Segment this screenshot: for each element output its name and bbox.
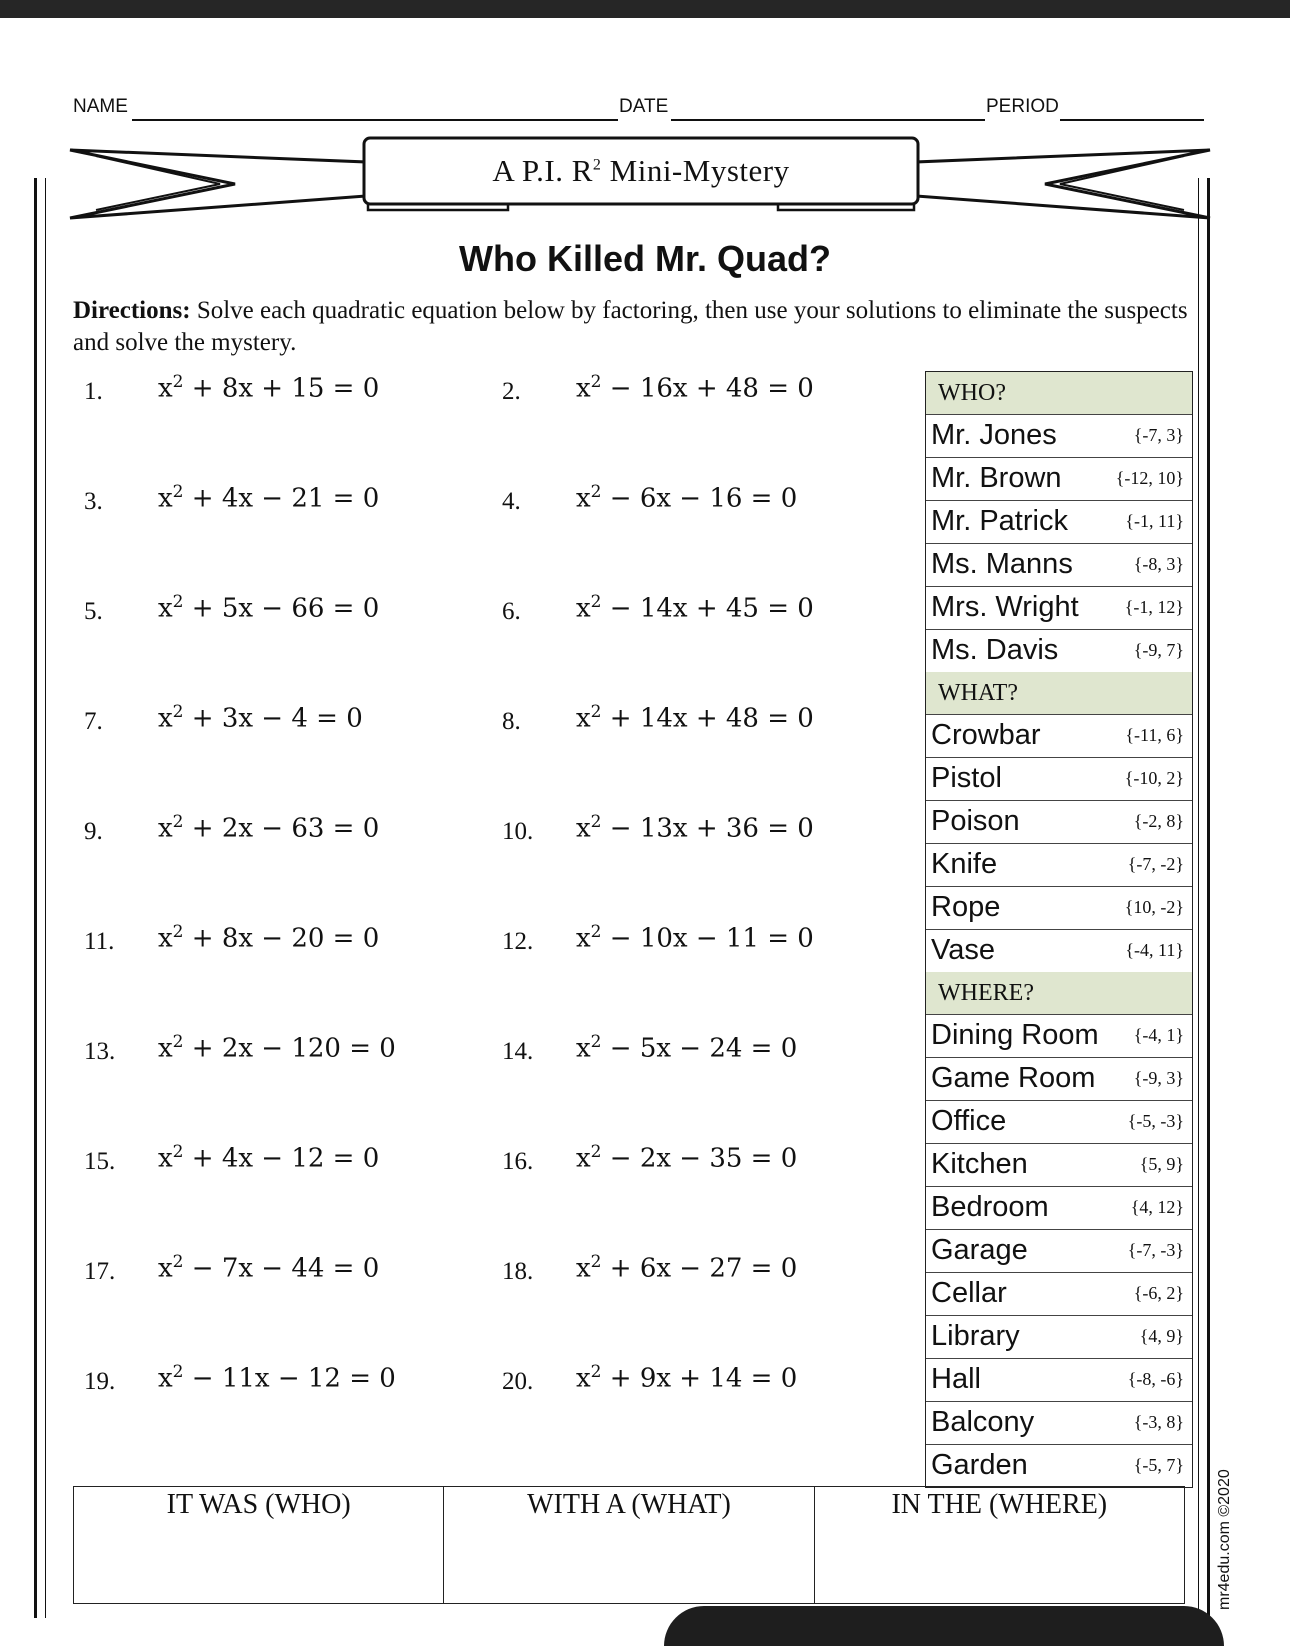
problem-number: 13.: [84, 1038, 116, 1065]
where-header: WHERE?: [926, 972, 1192, 1015]
problem-number: 17.: [84, 1258, 116, 1285]
what-solution-set: {10, -2}: [1124, 897, 1184, 917]
problem-number: 19.: [84, 1368, 116, 1395]
who-solution-set: {-12, 10}: [1115, 468, 1184, 488]
where-solution-set: {-9, 3}: [1133, 1068, 1184, 1088]
problem-equation: $x^2 - 13x + 36 = 0$: [576, 812, 814, 844]
banner-title: A P.I. $R^2$ Mini-Mystery: [492, 153, 790, 188]
frame-right-border: [1198, 178, 1210, 1618]
what-row: [926, 887, 1192, 930]
problem-equation: $x^2 + 4x - 12 = 0$: [158, 1142, 380, 1174]
problem-equation: $x^2 + 5x - 66 = 0$: [158, 592, 380, 624]
where-row: [926, 1015, 1192, 1058]
where-row: [926, 1359, 1192, 1402]
who-row: [926, 630, 1192, 672]
what-row: [926, 758, 1192, 801]
who-name: Ms. Manns: [931, 548, 1073, 580]
problem-number: 9.: [84, 818, 103, 845]
name-label: NAME: [73, 96, 128, 117]
where-row: [926, 1273, 1192, 1316]
what-name: Poison: [931, 805, 1020, 837]
where-row: [926, 1402, 1192, 1445]
problem-equation: $x^2 + 8x - 20 = 0$: [158, 922, 380, 954]
problem-equation: $x^2 - 10x - 11 = 0$: [576, 922, 814, 954]
what-row: [926, 930, 1192, 972]
frame-left-border: [34, 178, 46, 1618]
problem-number: 12.: [502, 928, 534, 955]
where-name: Kitchen: [931, 1148, 1028, 1180]
problem-number: 16.: [502, 1148, 534, 1175]
who-solution-set: {-1, 11}: [1125, 511, 1184, 531]
name-line: [132, 119, 618, 121]
where-row: [926, 1101, 1192, 1144]
problem-number: 3.: [84, 488, 103, 515]
problem-equation: $x^2 - 7x - 44 = 0$: [158, 1252, 380, 1284]
who-solution-set: {-7, 3}: [1133, 425, 1184, 445]
who-row: [926, 544, 1192, 587]
problem-equation: $x^2 - 14x + 45 = 0$: [576, 592, 814, 624]
problem-equation: $x^2 + 2x - 63 = 0$: [158, 812, 380, 844]
where-name: Office: [931, 1105, 1007, 1137]
where-solution-set: {-8, -6}: [1127, 1369, 1184, 1389]
who-row: [926, 458, 1192, 501]
where-row: [926, 1187, 1192, 1230]
directions: [73, 295, 1203, 359]
where-solution-set: {5, 9}: [1139, 1154, 1184, 1174]
what-solution-set: {-2, 8}: [1133, 811, 1184, 831]
where-solution-set: {-4, 1}: [1133, 1025, 1184, 1045]
date-label: DATE: [619, 96, 669, 117]
problem-equation: $x^2 + 6x - 27 = 0$: [576, 1252, 798, 1284]
what-name: Rope: [931, 891, 1001, 923]
directions-label: Directions:: [73, 297, 191, 324]
where-name: Cellar: [931, 1277, 1007, 1309]
where-row: [926, 1316, 1192, 1359]
who-header: WHO?: [926, 372, 1192, 415]
top-bar: [0, 0, 1290, 18]
problem-equation: $x^2 + 8x + 15 = 0$: [158, 372, 380, 404]
what-row: [926, 844, 1192, 887]
where-solution-set: {-3, 8}: [1133, 1412, 1184, 1432]
problem-equation: $x^2 - 2x - 35 = 0$: [576, 1142, 798, 1174]
copyright: mr4edu.com ©2020: [1216, 1469, 1233, 1610]
where-name: Balcony: [931, 1406, 1035, 1438]
what-row: [926, 801, 1192, 844]
who-row: [926, 587, 1192, 630]
bottom-shadow: [664, 1606, 1224, 1646]
where-name: Game Room: [931, 1062, 1096, 1094]
where-row: [926, 1445, 1192, 1487]
answer-box: [73, 1486, 1185, 1604]
period-line: [1060, 119, 1204, 121]
problem-number: 10.: [502, 818, 534, 845]
who-solution-set: {-8, 3}: [1133, 554, 1184, 574]
who-solution-set: {-9, 7}: [1133, 640, 1184, 660]
answer-what[interactable]: WITH A (WHAT): [444, 1487, 814, 1603]
what-name: Vase: [931, 934, 995, 966]
problem-number: 4.: [502, 488, 521, 515]
problem-equation: $x^2 - 16x + 48 = 0$: [576, 372, 814, 404]
what-name: Crowbar: [931, 719, 1041, 751]
problem-number: 1.: [84, 378, 103, 405]
problem-equation: $x^2 + 4x - 21 = 0$: [158, 482, 380, 514]
what-solution-set: {-10, 2}: [1124, 768, 1184, 788]
clue-table: [925, 371, 1193, 1488]
problem-number: 14.: [502, 1038, 534, 1065]
who-name: Mr. Jones: [931, 419, 1057, 451]
what-name: Knife: [931, 848, 998, 880]
problem-number: 11.: [84, 928, 115, 955]
what-header: WHAT?: [926, 672, 1192, 715]
problem-equation: $x^2 + 2x - 120 = 0$: [158, 1032, 396, 1064]
where-solution-set: {-7, -3}: [1127, 1240, 1184, 1260]
who-solution-set: {-1, 12}: [1124, 597, 1184, 617]
what-row: [926, 715, 1192, 758]
where-solution-set: {-5, -3}: [1127, 1111, 1184, 1131]
where-row: [926, 1058, 1192, 1101]
who-name: Ms. Davis: [931, 634, 1059, 666]
problem-number: 6.: [502, 598, 521, 625]
where-solution-set: {4, 9}: [1139, 1326, 1184, 1346]
where-name: Garage: [931, 1234, 1028, 1266]
directions-text: Solve each quadratic equation below by factoring, then use your solutions to eliminate the suspects and solve the mystery.: [73, 297, 1188, 356]
problem-number: 18.: [502, 1258, 534, 1285]
problem-number: 8.: [502, 708, 521, 735]
where-solution-set: {-5, 7}: [1133, 1455, 1184, 1475]
page-title: Who Killed Mr. Quad?: [459, 238, 831, 279]
where-name: Bedroom: [931, 1191, 1049, 1223]
problem-equation: $x^2 - 11x - 12 = 0$: [158, 1362, 396, 1394]
problem-number: 20.: [502, 1368, 534, 1395]
problem-number: 5.: [84, 598, 103, 625]
where-name: Library: [931, 1320, 1020, 1352]
who-row: [926, 501, 1192, 544]
who-row: [926, 415, 1192, 458]
problem-number: 7.: [84, 708, 103, 735]
answer-who[interactable]: IT WAS (WHO): [74, 1487, 444, 1603]
where-solution-set: {4, 12}: [1130, 1197, 1184, 1217]
who-name: Mr. Brown: [931, 462, 1062, 494]
who-name: Mr. Patrick: [931, 505, 1068, 537]
what-solution-set: {-11, 6}: [1125, 725, 1184, 745]
problem-equation: $x^2 + 3x - 4 = 0$: [158, 702, 363, 734]
date-line: [671, 119, 985, 121]
where-name: Garden: [931, 1449, 1028, 1481]
where-name: Hall: [931, 1363, 981, 1395]
period-label: PERIOD: [986, 96, 1059, 117]
where-row: [926, 1144, 1192, 1187]
who-name: Mrs. Wright: [931, 591, 1079, 623]
what-solution-set: {-7, -2}: [1127, 854, 1184, 874]
where-solution-set: {-6, 2}: [1133, 1283, 1184, 1303]
problem-equation: $x^2 - 6x - 16 = 0$: [576, 482, 798, 514]
problem-equation: $x^2 + 9x + 14 = 0$: [576, 1362, 798, 1394]
where-row: [926, 1230, 1192, 1273]
problem-equation: $x^2 - 5x - 24 = 0$: [576, 1032, 798, 1064]
problem-equation: $x^2 + 14x + 48 = 0$: [576, 702, 814, 734]
problem-number: 2.: [502, 378, 521, 405]
what-name: Pistol: [931, 762, 1002, 794]
where-name: Dining Room: [931, 1019, 1099, 1051]
what-solution-set: {-4, 11}: [1125, 940, 1184, 960]
answer-where[interactable]: IN THE (WHERE): [891, 1489, 1108, 1520]
problem-number: 15.: [84, 1148, 116, 1175]
